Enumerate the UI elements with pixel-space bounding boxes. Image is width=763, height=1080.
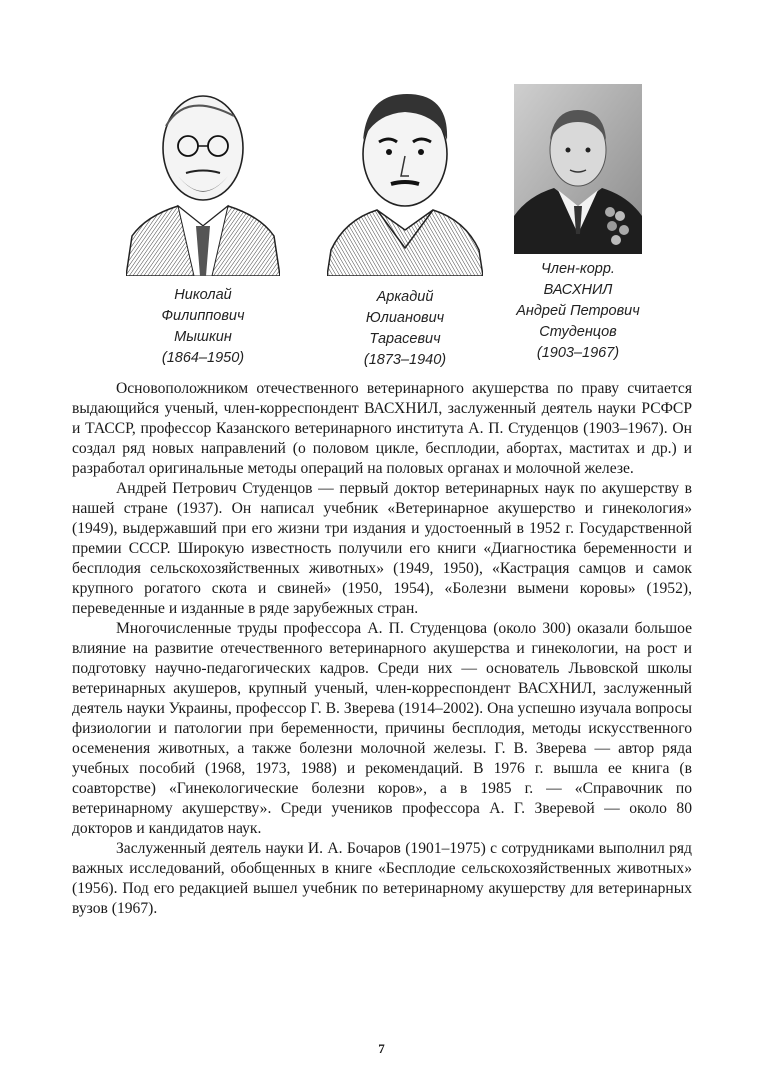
portrait-2-caption xyxy=(330,287,480,371)
portrait-3-academy: ВАСХНИЛ xyxy=(543,282,613,298)
paragraph-4: Заслуженный деятель науки И. А. Бочаров (1901–1975) с сотрудниками выполнил ряд важных исследований, обобщенных в книге «Бесплодие сельскохозяйственных животных» (1956). Под его редакцией вышел учебник по ветеринарному акушерству для ветеринарных вузов (1967). xyxy=(72,840,692,917)
portrait-2-first-name: Аркадий xyxy=(376,289,434,305)
portrait-3-title: Член-корр. xyxy=(541,261,615,277)
paragraph-1: Основоположником отечественного ветеринарного акушерства по праву считается выдающийся ученый, член-корреспондент ВАСХНИЛ, заслуженный деятель науки РСФСР и ТАССР, профессор Казанского ветеринарного института А. П. Студенцов (1903–1967). Он создал ряд новых направлений (о половом цикле, бесплодии, абортах, маститах и др.) и разработал оригинальные методы операций на половых органах и молочной железе. xyxy=(72,380,692,477)
body-text xyxy=(72,379,692,919)
paragraph-2: Андрей Петрович Студенцов — первый доктор ветеринарных наук по акушерству в нашей стране (1937). Он написал учебник «Ветеринарное акушерство и гинекология» (1949), выдержавший при его жизни три издания и удостоенный в 1952 г. Государственной премии СССР. Широкую известность получили его книги «Диагностика беременности и бесплодия сельскохозяйственных животных» (1949, 1950), «Кастрация самцов и самок крупного рогатого скота и свиней» (1950, 1954), «Болезни вымени коровы» (1952), переведенные и изданные в ряде зарубежных стран. xyxy=(72,480,692,617)
portrait-3-photo xyxy=(514,84,642,254)
portrait-1-patronymic: Филиппович xyxy=(161,308,245,324)
portrait-1-years: (1864–1950) xyxy=(161,350,245,366)
portrait-2-surname: Тарасевич xyxy=(369,331,441,347)
portrait-2-patronymic: Юлианович xyxy=(365,310,445,326)
portrait-3-name: Андрей Петрович xyxy=(516,303,640,319)
portrait-3-surname: Студенцов xyxy=(539,324,617,340)
paragraph-3: Многочисленные труды профессора А. П. Студенцова (около 300) оказали большое влияние на развитие отечественного ветеринарного акушерства и гинекологии, на рост и подготовку научно-педагогических кадров. Среди них — основатель Львовской школы ветеринарных акушеров, крупный ученый, член-корреспондент ВАСХНИЛ, заслуженный деятель науки Украины, профессор Г. В. Зверева (1914–2002). Она успешно изучала вопросы физиологии и патологии при беременности, причины бесплодия, методы искусственного осеменения животных, а также болезни молочной железы. Г. В. Зверева — автор ряда учебных пособий (1968, 1973, 1988) и рекомендаций. В 1976 г. вышла ее книга (в соавторстве) «Гинекологические болезни коров», а в 1985 г. — «Справочник по ветеринарному акушерству». Среди учеников профессора А. Г. Зверевой — около 80 докторов и кандидатов наук. xyxy=(72,620,692,837)
portrait-3-caption xyxy=(503,259,653,364)
portrait-2-image xyxy=(327,80,483,276)
portrait-1-caption xyxy=(128,285,278,369)
portrait-2-years: (1873–1940) xyxy=(363,352,447,368)
portrait-1-first-name: Николай xyxy=(174,287,232,303)
portrait-1-image xyxy=(126,76,280,276)
page-number: 7 xyxy=(378,1041,385,1056)
portrait-1-surname: Мышкин xyxy=(174,329,232,345)
portrait-3-years: (1903–1967) xyxy=(536,345,620,361)
